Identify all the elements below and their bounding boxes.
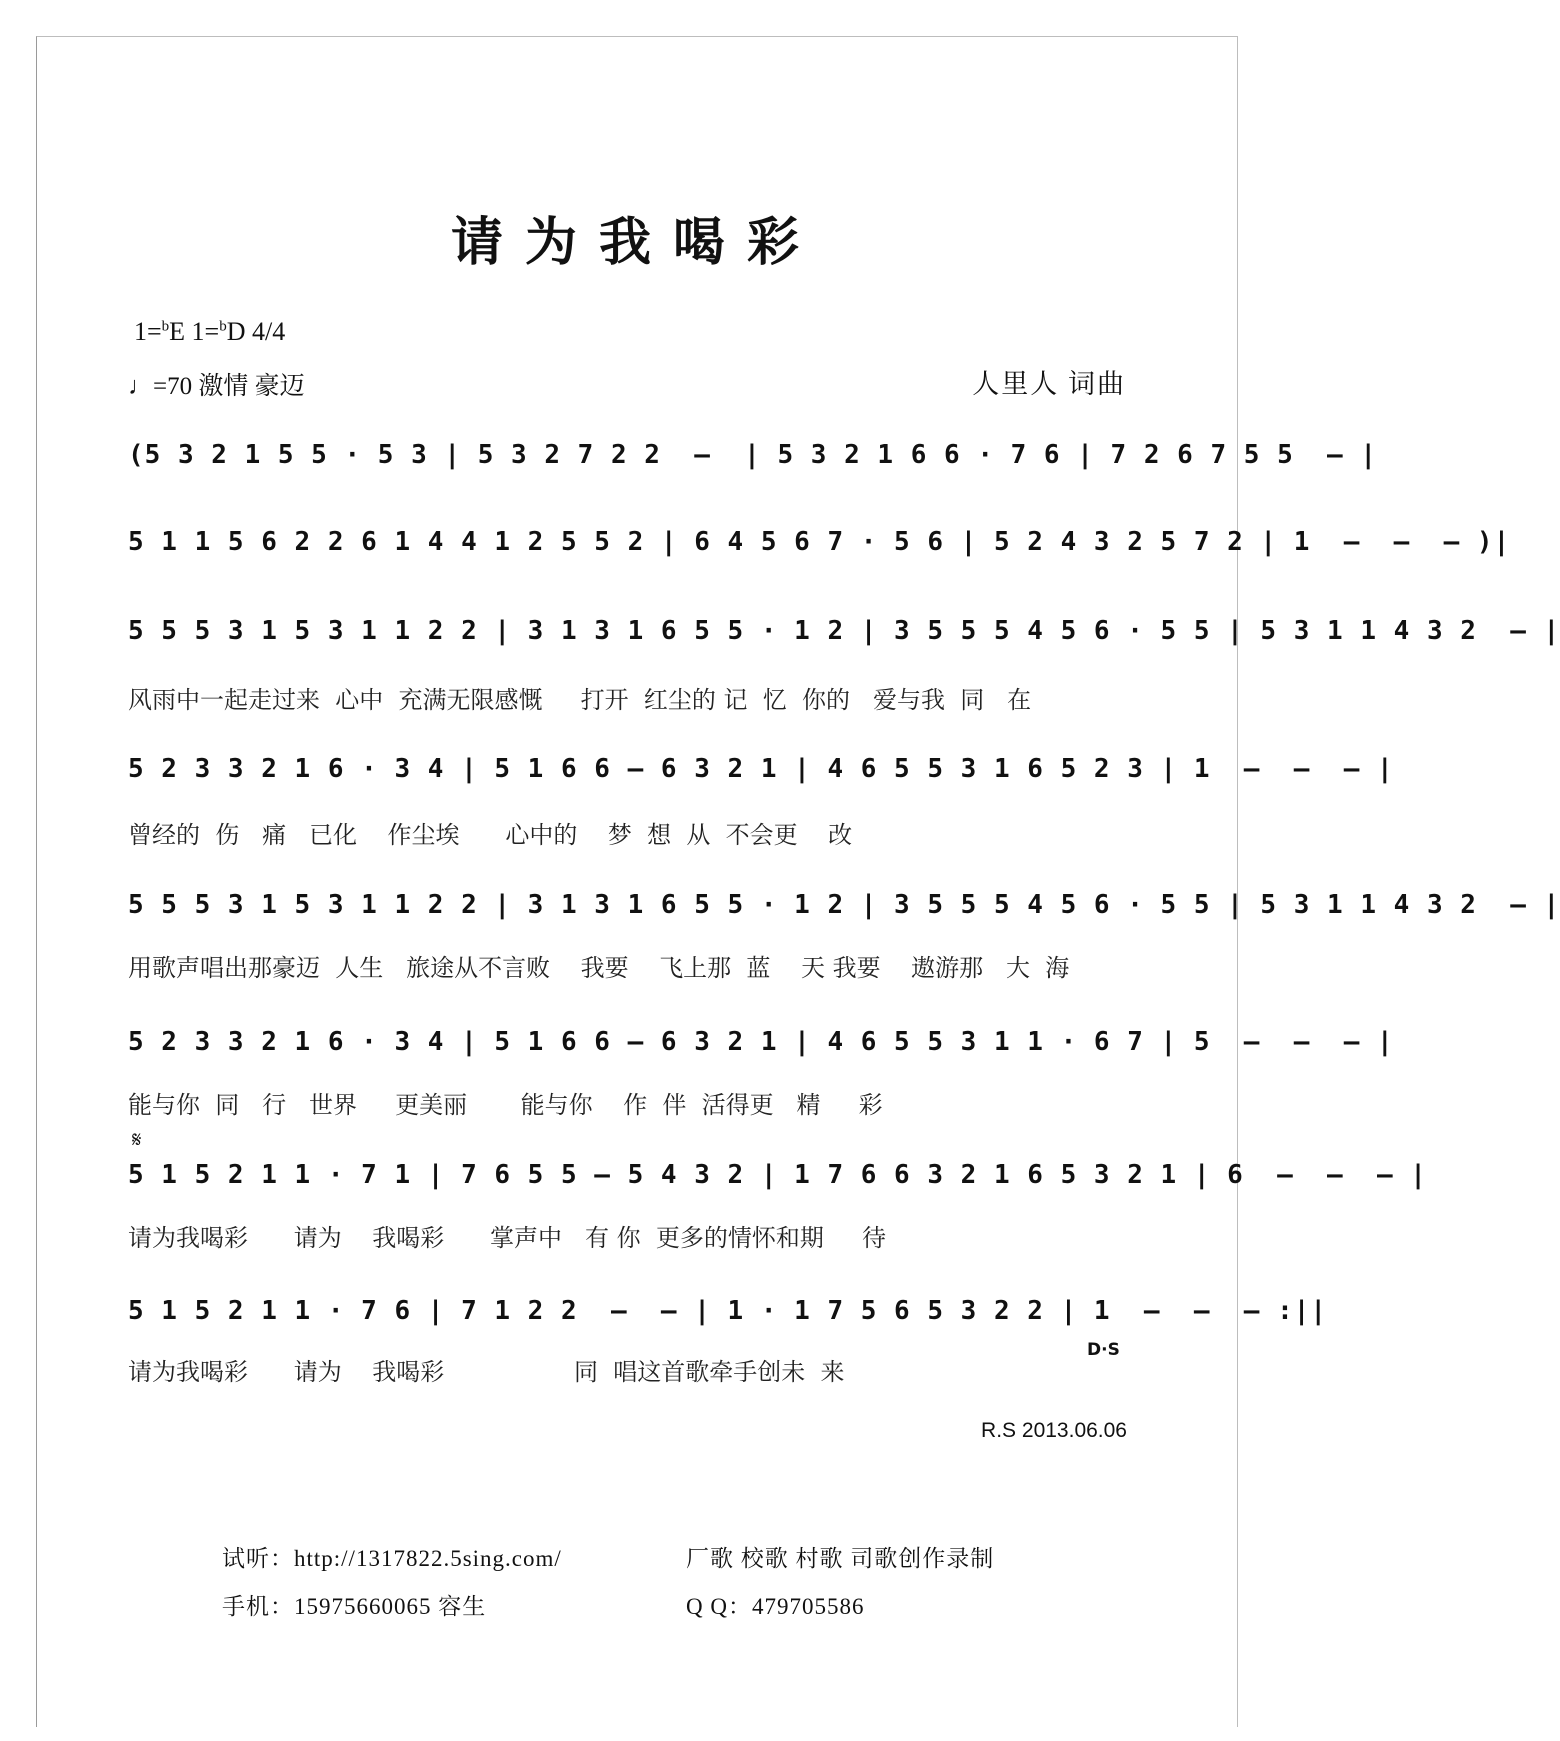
notation-line-4: 5 2 3 3 2 1 6 · 3 4 | 5 1 6 6 – 6 3 2 1 | 4 6 5 5 3 1 6 5 2 3 | 1 – – – | — [128, 754, 1394, 784]
lyrics-line-6: 能与你 同 行 世界 更美丽 能与你 作 伴 活得更 精 彩 — [128, 1091, 883, 1119]
date-signature: R.S 2013.06.06 — [981, 1419, 1127, 1442]
tempo-marking — [128, 366, 305, 402]
phone-text: 手机：15975660065 容生 — [222, 1594, 487, 1619]
dal-segno-mark: D·S — [1087, 1340, 1120, 1360]
segno-sign: 𝄋 — [132, 1128, 142, 1153]
key-signature — [134, 317, 285, 347]
qq-text: Q Q：479705586 — [686, 1594, 865, 1619]
quarter-note-icon: ♩ — [128, 373, 153, 400]
notation-line-1: (5 3 2 1 5 5 · 5 3 | 5 3 2 7 2 2 – | 5 3 2 1 6 6 · 7 6 | 7 2 6 7 5 5 – | — [128, 440, 1377, 470]
notation-line-5: 5 5 5 3 1 5 3 1 1 2 2 | 3 1 3 1 6 5 5 · 1 2 | 3 5 5 5 4 5 6 · 5 5 | 5 3 1 1 4 3 2 – | — [128, 890, 1560, 920]
tempo-text: =70 激情 豪迈 — [153, 373, 305, 400]
page-frame — [36, 36, 1560, 1727]
key-part2: E 1= — [169, 317, 220, 346]
notation-line-2: 5 1 1 5 6 2 2 6 1 4 4 1 2 5 5 2 | 6 4 5 6 7 · 5 6 | 5 2 4 3 2 5 7 2 | 1 – – – )| — [128, 527, 1511, 557]
author-credit: 人里人 词曲 — [972, 369, 1126, 399]
lyrics-line-3: 风雨中一起走过来 心中 充满无限感慨 打开 红尘的 记 忆 你的 爱与我 同 在 — [128, 686, 1032, 714]
listen-link: 试听：http://1317822.5sing.com/ — [222, 1546, 562, 1571]
key-part3: D 4/4 — [226, 317, 286, 346]
notation-line-8: 5 1 5 2 1 1 · 7 6 | 7 1 2 2 – – | 1 · 1 7 5 6 5 3 2 2 | 1 – – – :|| — [128, 1296, 1328, 1326]
notation-line-7: 5 1 5 2 1 1 · 7 1 | 7 6 5 5 – 5 4 3 2 | 1 7 6 6 3 2 1 6 5 3 2 1 | 6 – – – | — [128, 1160, 1427, 1190]
notation-line-3: 5 5 5 3 1 5 3 1 1 2 2 | 3 1 3 1 6 5 5 · 1 2 | 3 5 5 5 4 5 6 · 5 5 | 5 3 1 1 4 3 2 – | — [128, 616, 1560, 646]
service-text: 厂歌 校歌 村歌 司歌创作录制 — [686, 1546, 995, 1571]
key-part1: 1= — [134, 317, 162, 346]
notation-line-6: 5 2 3 3 2 1 6 · 3 4 | 5 1 6 6 – 6 3 2 1 | 4 6 5 5 3 1 1 · 6 7 | 5 – – – | — [128, 1027, 1394, 1057]
flat-sign-2: b — [219, 318, 227, 335]
lyrics-line-8: 请为我喝彩 请为 我喝彩 同 唱这首歌牵手创未 来 — [128, 1358, 845, 1386]
flat-sign-1: b — [161, 318, 170, 335]
lyrics-line-5: 用歌声唱出那豪迈 人生 旅途从不言败 我要 飞上那 蓝 天 我要 遨游那 大 海 — [128, 954, 1070, 982]
lyrics-line-7: 请为我喝彩 请为 我喝彩 掌声中 有 你 更多的情怀和期 待 — [128, 1224, 886, 1252]
song-title: 请为我喝彩 — [450, 212, 821, 273]
lyrics-line-4: 曾经的 伤 痛 已化 作尘埃 心中的 梦 想 从 不会更 改 — [128, 821, 853, 849]
